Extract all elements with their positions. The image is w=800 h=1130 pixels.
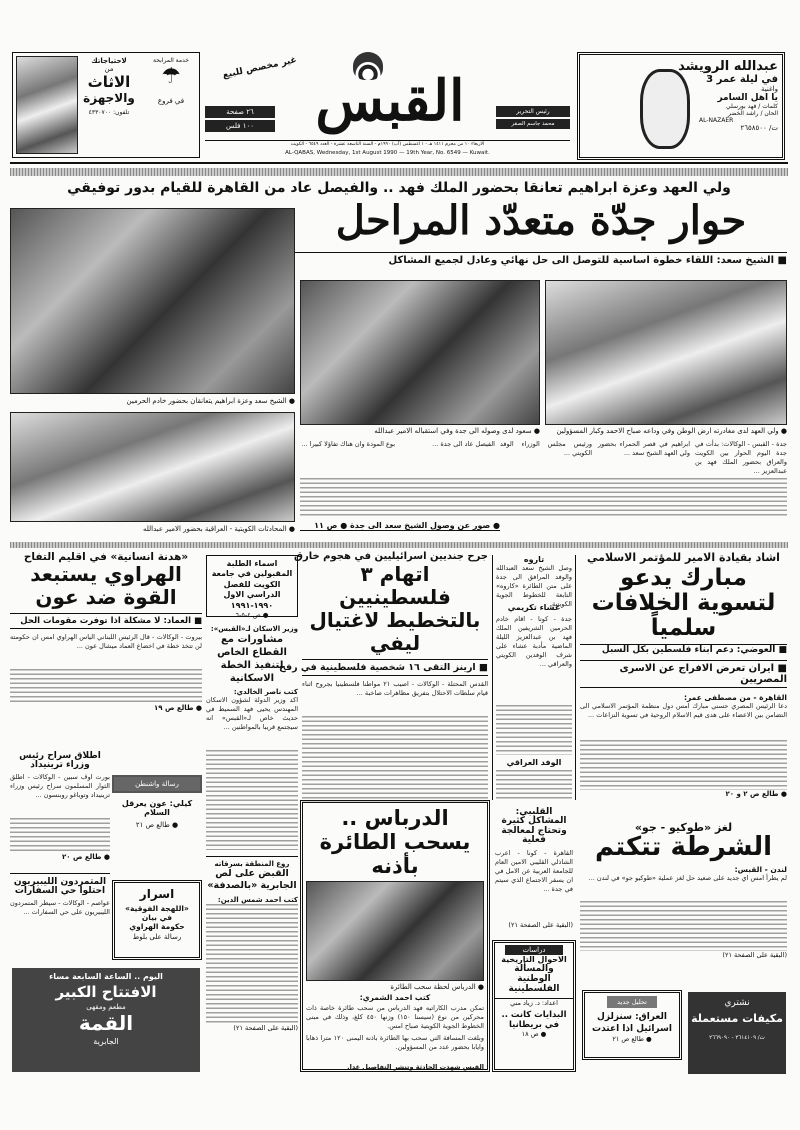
date-line-ar: الاربعاء ١٠ من محرم ١٤١١ هـ - ١ اغسطس (آب) ١٩٩٠م - السنة التاسعة عشرة - العدد ٦٥٤٩ - الكويت xyxy=(290,142,485,147)
byline: القاهرة - من مصطفى عمر: xyxy=(684,693,787,703)
text-texture xyxy=(300,478,787,518)
shaded-divider xyxy=(10,168,788,176)
ad-line: اليوم .. الساعة السابعة مساء xyxy=(49,972,163,981)
byline: لندن - القبس: xyxy=(734,864,787,874)
umbrella-icon: ☂ xyxy=(161,64,181,89)
story-israel xyxy=(279,551,489,806)
more-link: القبس شهدت الحادثة وتنشر التفاصيل غدا. xyxy=(347,1063,484,1072)
masthead-rule xyxy=(205,140,570,141)
price: ١٠٠ فلس xyxy=(205,120,275,132)
byline: كتب احمد الشمري: xyxy=(359,993,431,1003)
story-body: تمكن مدرب الكاراتيه فهد الدرباس من سحب طائرة خاصة ذات محركين من نوع (سيسنا ١٥٠) وزنها ٤٥٠ كلغ، وذلك في مبنى الخطوط الجوية الكويتية صباح امس. xyxy=(306,1004,484,1031)
lead-body: الفيصل عاد الى جدة ... xyxy=(432,440,495,448)
story-overline: اشاد بقيادة الامير للمؤتمر الاسلامي xyxy=(587,551,780,564)
masthead-bottom-rule xyxy=(10,162,788,164)
editor-name: محمد جاسم الصقر xyxy=(496,119,570,129)
story-headline: اتهام ٣ فلسطينيين بالتخطيط لاغتيال ليفي xyxy=(309,561,481,655)
studies-label: دراسات xyxy=(505,945,563,955)
story-headline: مشاورات مع القطاع الخاص لتنفيذ الخطة الاسكانية xyxy=(217,634,287,684)
price-box xyxy=(205,106,275,132)
students-box[interactable] xyxy=(206,555,298,617)
story-housing xyxy=(206,625,298,1032)
caption: ● المحادثات الكويتية - العراقية بحضور الامير عبدالله xyxy=(142,525,295,533)
story-headline: مبارك يدعو لتسوية الخلافات سلمياً xyxy=(591,564,776,642)
story-headline: القبض على لص الجابرية «بالصدفة» xyxy=(207,868,297,892)
ad-phone: ت/ ٢٦٥٨٥٠٠ xyxy=(740,124,778,132)
washington-letter xyxy=(112,775,202,829)
photo-embrace xyxy=(10,208,295,394)
more-link: ● ص ٤-٥-٦ xyxy=(235,610,269,619)
story-overline: جرح جنديين اسرائيليين في هجوم خارق xyxy=(294,551,488,562)
story-body: لم يطرأ امس اي جديد على صعيد حل لغز عملية «طوكيو جو» في لندن ... xyxy=(588,873,787,882)
story-body: القاهرة - كونا - اعرب الشاذلي القليبي الامين العام للجامعة العربية عن الامل في ان يسفر الاجتماع الذي سيتم في جدة ... xyxy=(495,848,573,893)
lead-body: ابراهيم في قصر الحمراء بحضور ولي العهد الشيخ سعد ... xyxy=(598,440,690,457)
story-body: بيروت - الوكالات - قال الرئيس اللبناني الياس الهراوي امس ان حكومته لن تتخذ خطة في اخضاع العماد ميشال عون ... xyxy=(10,633,202,651)
story-taroh xyxy=(492,555,576,800)
caption: ● الشيخ سعد وعزة ابراهيم يتعانقان بحضور خادم الحرمين xyxy=(126,397,295,405)
studies-line: الفلسطينية xyxy=(508,984,560,994)
more-link[interactable]: ● طالع ص ٢١ xyxy=(612,1035,652,1044)
story-sub: ■ ارينز التقى ١٦ شخصية فلسطينية في رفح xyxy=(302,659,488,676)
story-sub: عشاء تكريمي xyxy=(507,603,561,612)
students-headline: اسماء الطلبة المقبولين في جامعة الكويت للفصل الدراسي الاول ١٩٩٠-١٩٩١ xyxy=(211,559,293,610)
secrets-line: في بيان xyxy=(141,913,173,922)
text-texture xyxy=(580,740,787,790)
ad-line: نشتري xyxy=(724,998,750,1008)
story-headline: القليبي: المشاكل كثيرة وتحتاج لمعالجة فعلية xyxy=(501,807,567,846)
subhead-text: الشيخ سعد: اللقاء خطوة اساسية للتوصل الى حل نهائي وعادل لجميع المشاكل xyxy=(388,255,775,266)
story-sub: ■ العماد: لا مشكلة اذا توفرت مقومات الحل xyxy=(10,613,202,629)
ad-phone: تلفون: ٤٣٣٠٧٠٠ xyxy=(88,109,130,116)
caption: ● ولي العهد لدى مغادرته ارض الوطن وفي وداعه صباح الاحمد وكبار المسؤولين xyxy=(556,427,787,435)
byline: كتب ناصر الخالدي: xyxy=(233,688,298,696)
lead-body: جدة - القبس - الوكالات: بدأت في جدة اليوم الحوار بين الكويت والعراق بحضور الملك فهد بن عبدالعزيز ... xyxy=(695,440,787,475)
photo-departure xyxy=(545,280,787,425)
story-body: وبلغت المسافة التي سحب بها الطائرة باذنه اليمنى ١٢٠ مترا ذهابا وايابا بحضور عدد من المسؤولين. xyxy=(306,1034,484,1052)
text-texture xyxy=(496,705,572,755)
lead-overline: ولي العهد وعزة ابراهيم تعانقا بحضور الملك فهد .. والفيصل عاد من القاهرة للقيام بدور توفيقي xyxy=(67,180,731,196)
ad-line: القمة xyxy=(78,1011,134,1035)
ad-air-conditioners xyxy=(688,992,786,1074)
story-body: وصل الشيخ سعد العبدالله والوفد المرافق الى جدة على متن الطائرة «كاروه» التابعة للخطوط الجوية الكويتية. xyxy=(496,564,572,608)
secrets-line: رسالة على بلوط xyxy=(132,933,182,941)
text-texture xyxy=(580,901,787,951)
story-headline: اطلاق سراح رئيس وزراء ترينيداد xyxy=(19,751,101,771)
text-texture xyxy=(496,770,572,800)
secrets-line: حكومة الهراوي xyxy=(129,922,185,931)
shaded-divider xyxy=(10,542,788,548)
column-label: رسالة واشنطن xyxy=(112,775,202,793)
ad-concert xyxy=(577,52,785,160)
studies-line: والمسألة xyxy=(514,964,554,974)
ad-line: في ليلة عمر 3 xyxy=(706,74,778,85)
newspaper-logo: القبس xyxy=(315,68,465,134)
story-headline: الدرباس .. يسحب الطائرة بأذنه xyxy=(319,806,471,879)
editor-box xyxy=(496,106,570,129)
story-qulaibi xyxy=(495,808,573,929)
ad-title: عبدالله الرويشد xyxy=(678,59,778,74)
story-body: اكد وزير الدولة لشؤون الاسكان المهندس يحيى فهد السميط في حديث خاص لـ«القبس» انه سيجتمع قريبا بالمواطنين ... xyxy=(206,696,298,731)
ad-line: الافتتاح الكبير xyxy=(55,983,157,1001)
ad-line: مطعم ومقهى xyxy=(86,1003,126,1011)
lead-more-link[interactable]: ● صور عن وصول الشيخ سعد الى جدة ● ص ١١ xyxy=(300,521,500,531)
story-headline: كيلي: عون يعرقل السلام xyxy=(121,799,193,817)
studies-line: الاحوال التاريخية xyxy=(501,955,567,964)
ad-line: يا اهل السامر xyxy=(717,93,778,103)
date-line-en: AL-QABAS, Wednesday, 1st August 1990 — 19th Year, No. 6549 — Kuwait. xyxy=(285,150,490,156)
story-darbas xyxy=(300,800,490,1072)
story-headline: الهراوي يستبعد القوة ضد عون xyxy=(30,562,182,610)
text-texture xyxy=(206,904,298,1024)
studies-line: الوطنية xyxy=(517,974,551,984)
story-overline: «هدنة انسانية» في اقليم التفاح xyxy=(23,551,189,563)
lead-body: بوع المودة وان هناك تفاؤلا كبيرا ... xyxy=(301,440,395,448)
story-tokyo xyxy=(580,822,787,959)
ad-line: واغنية xyxy=(761,85,778,93)
text-texture xyxy=(10,818,110,853)
iraq-box xyxy=(582,990,682,1060)
box-headline: العراق: سنزلزل اسرائيل اذا اعتدت xyxy=(592,1012,672,1034)
ad-line: الحان / راشد الخضر xyxy=(728,110,778,117)
text-texture xyxy=(302,716,488,806)
more-link[interactable]: ● طالع ص ٢٠ xyxy=(61,852,110,861)
ad-restaurant xyxy=(12,968,200,1072)
byline: كتب احمد شمس الدين: xyxy=(217,895,298,904)
story-kicker: وزير الاسكان لـ«القبس»: xyxy=(210,625,298,633)
ad-line: من xyxy=(104,65,114,73)
story-title: تاروه xyxy=(523,555,545,564)
singer-portrait xyxy=(640,69,690,149)
studies-sub: البدايات كانت .. في بريطانيا xyxy=(501,1010,567,1030)
story-sub: ■ ايران تعرض الافراج عن الاسرى المصريين xyxy=(580,660,787,688)
page-count: ٢٦ صفحة xyxy=(205,106,275,118)
lead-subhead: ■ الشيخ سعد: اللقاء خطوة اساسية للتوصل الى حل نهائي وعادل لجميع المشاكل xyxy=(295,252,787,266)
not-for-sale-label: غير مخصص للبيع xyxy=(221,55,298,81)
story-mubarak xyxy=(580,552,787,798)
story-body: دعا الرئيس المصري حسني مبارك امس دول منظمة المؤتمر الاسلامي الى التضامن بين الاعضاء على هدى قيم الاسلام الروحية في تسوية النزاعات ... xyxy=(580,702,787,720)
more-link[interactable]: (البقية على الصفحة ٢١) xyxy=(233,1023,298,1032)
more-link[interactable]: ● طالع ص ٢ و ٢٠ xyxy=(725,790,787,799)
story-sub: روع المنطقة بسرقاته xyxy=(206,856,298,868)
left-column xyxy=(10,752,110,935)
text-texture xyxy=(206,750,298,850)
story-overline: لغز «طوكيو - جو» xyxy=(634,821,733,834)
ad-line: والاجهزة xyxy=(83,91,135,105)
studies-box xyxy=(492,940,576,1072)
story-body: بورت اوف سبين - الوكالات - اطلق الثوار المسلمون سراح رئيس وزراء ترينيداد وتوباغو روبنسون ... xyxy=(10,772,110,799)
appliances-illustration xyxy=(16,56,78,154)
box-label: تحليل جديد xyxy=(607,996,657,1008)
story-headline: الشرطة تتكتم xyxy=(594,831,773,862)
ad-line: مكيفات مستعملة xyxy=(691,1012,783,1025)
ad-line: كلمات / فهد بورسلي xyxy=(726,103,778,110)
ad-line: الاثاث xyxy=(87,73,131,91)
photo-talks xyxy=(10,412,295,522)
byline: اعداد: د. زياد مني xyxy=(495,998,573,1007)
secrets-line: «اللهجة الفوقية» xyxy=(125,904,189,913)
caption: ● سعود لدى وصوله الى جدة وفي استقباله الامير عبدالله xyxy=(374,427,540,435)
story-sub: الوفد العراقي xyxy=(506,758,562,767)
ad-line: الجابرية xyxy=(93,1037,119,1046)
ad-furniture xyxy=(12,52,200,158)
ad-line: لاحتياجاتك xyxy=(91,57,127,65)
more-link[interactable]: (البقية على الصفحة ٢١) xyxy=(722,950,787,959)
caption: ● الدرباس لحظة سحب الطائرة xyxy=(390,983,484,992)
story-body: عواصم - الوكالات - سيطر المتمردون الليبيريون على حي السفارات ... xyxy=(10,898,110,916)
lead-headline: حوار جدّة متعدّد المراحل xyxy=(335,197,747,244)
more-link[interactable]: ● طالع ص ١٩ xyxy=(153,704,202,713)
secrets-title: اسرار xyxy=(139,887,175,901)
story-headline: المتمردون الليبيريون احتلوا حي السفارات xyxy=(10,873,110,897)
ad-line: في فروع xyxy=(157,97,185,105)
story-harawi xyxy=(10,552,202,712)
ad-phone: ت/ ٢٦١٤١٠٩ - ٢٦٦٩٠٩٠ xyxy=(709,1035,765,1041)
text-texture xyxy=(10,669,202,704)
photo-arrival xyxy=(300,280,540,425)
lead-body: ورئيس مجلس الوزراء الوفد الكويتي ... xyxy=(500,440,592,457)
ad-line: خدمة المرابحة xyxy=(153,57,189,64)
editor-label: رئيس التحرير xyxy=(496,106,570,117)
ad-brand: AL-NAZAER xyxy=(699,117,734,124)
more-link[interactable]: ● ص ١٨ xyxy=(521,1030,547,1038)
more-link[interactable]: (البقية على الصفحة ٢١) xyxy=(508,920,573,929)
story-body: القدس المحتلة - الوكالات - اصيب ٢١ مواطنا فلسطينيا بجروح اثناء قيام سلطات الاحتلال بتفريق مظاهرات صاخبة ... xyxy=(302,679,489,697)
story-sub: ■ العوضي: دعم ابناء فلسطين بكل السبل xyxy=(580,644,787,655)
story-body: جدة - كونا - اقام خادم الحرمين الشريفين الملك فهد بن عبدالعزيز الليلة الماضية مأدبة عشاء على شرف الوفدين الكويتي والعراقي ... xyxy=(496,615,572,668)
more-link[interactable]: ● طالع ص ٢١ xyxy=(135,821,179,829)
secrets-box xyxy=(112,880,202,960)
photo-plane-pull xyxy=(306,881,484,981)
